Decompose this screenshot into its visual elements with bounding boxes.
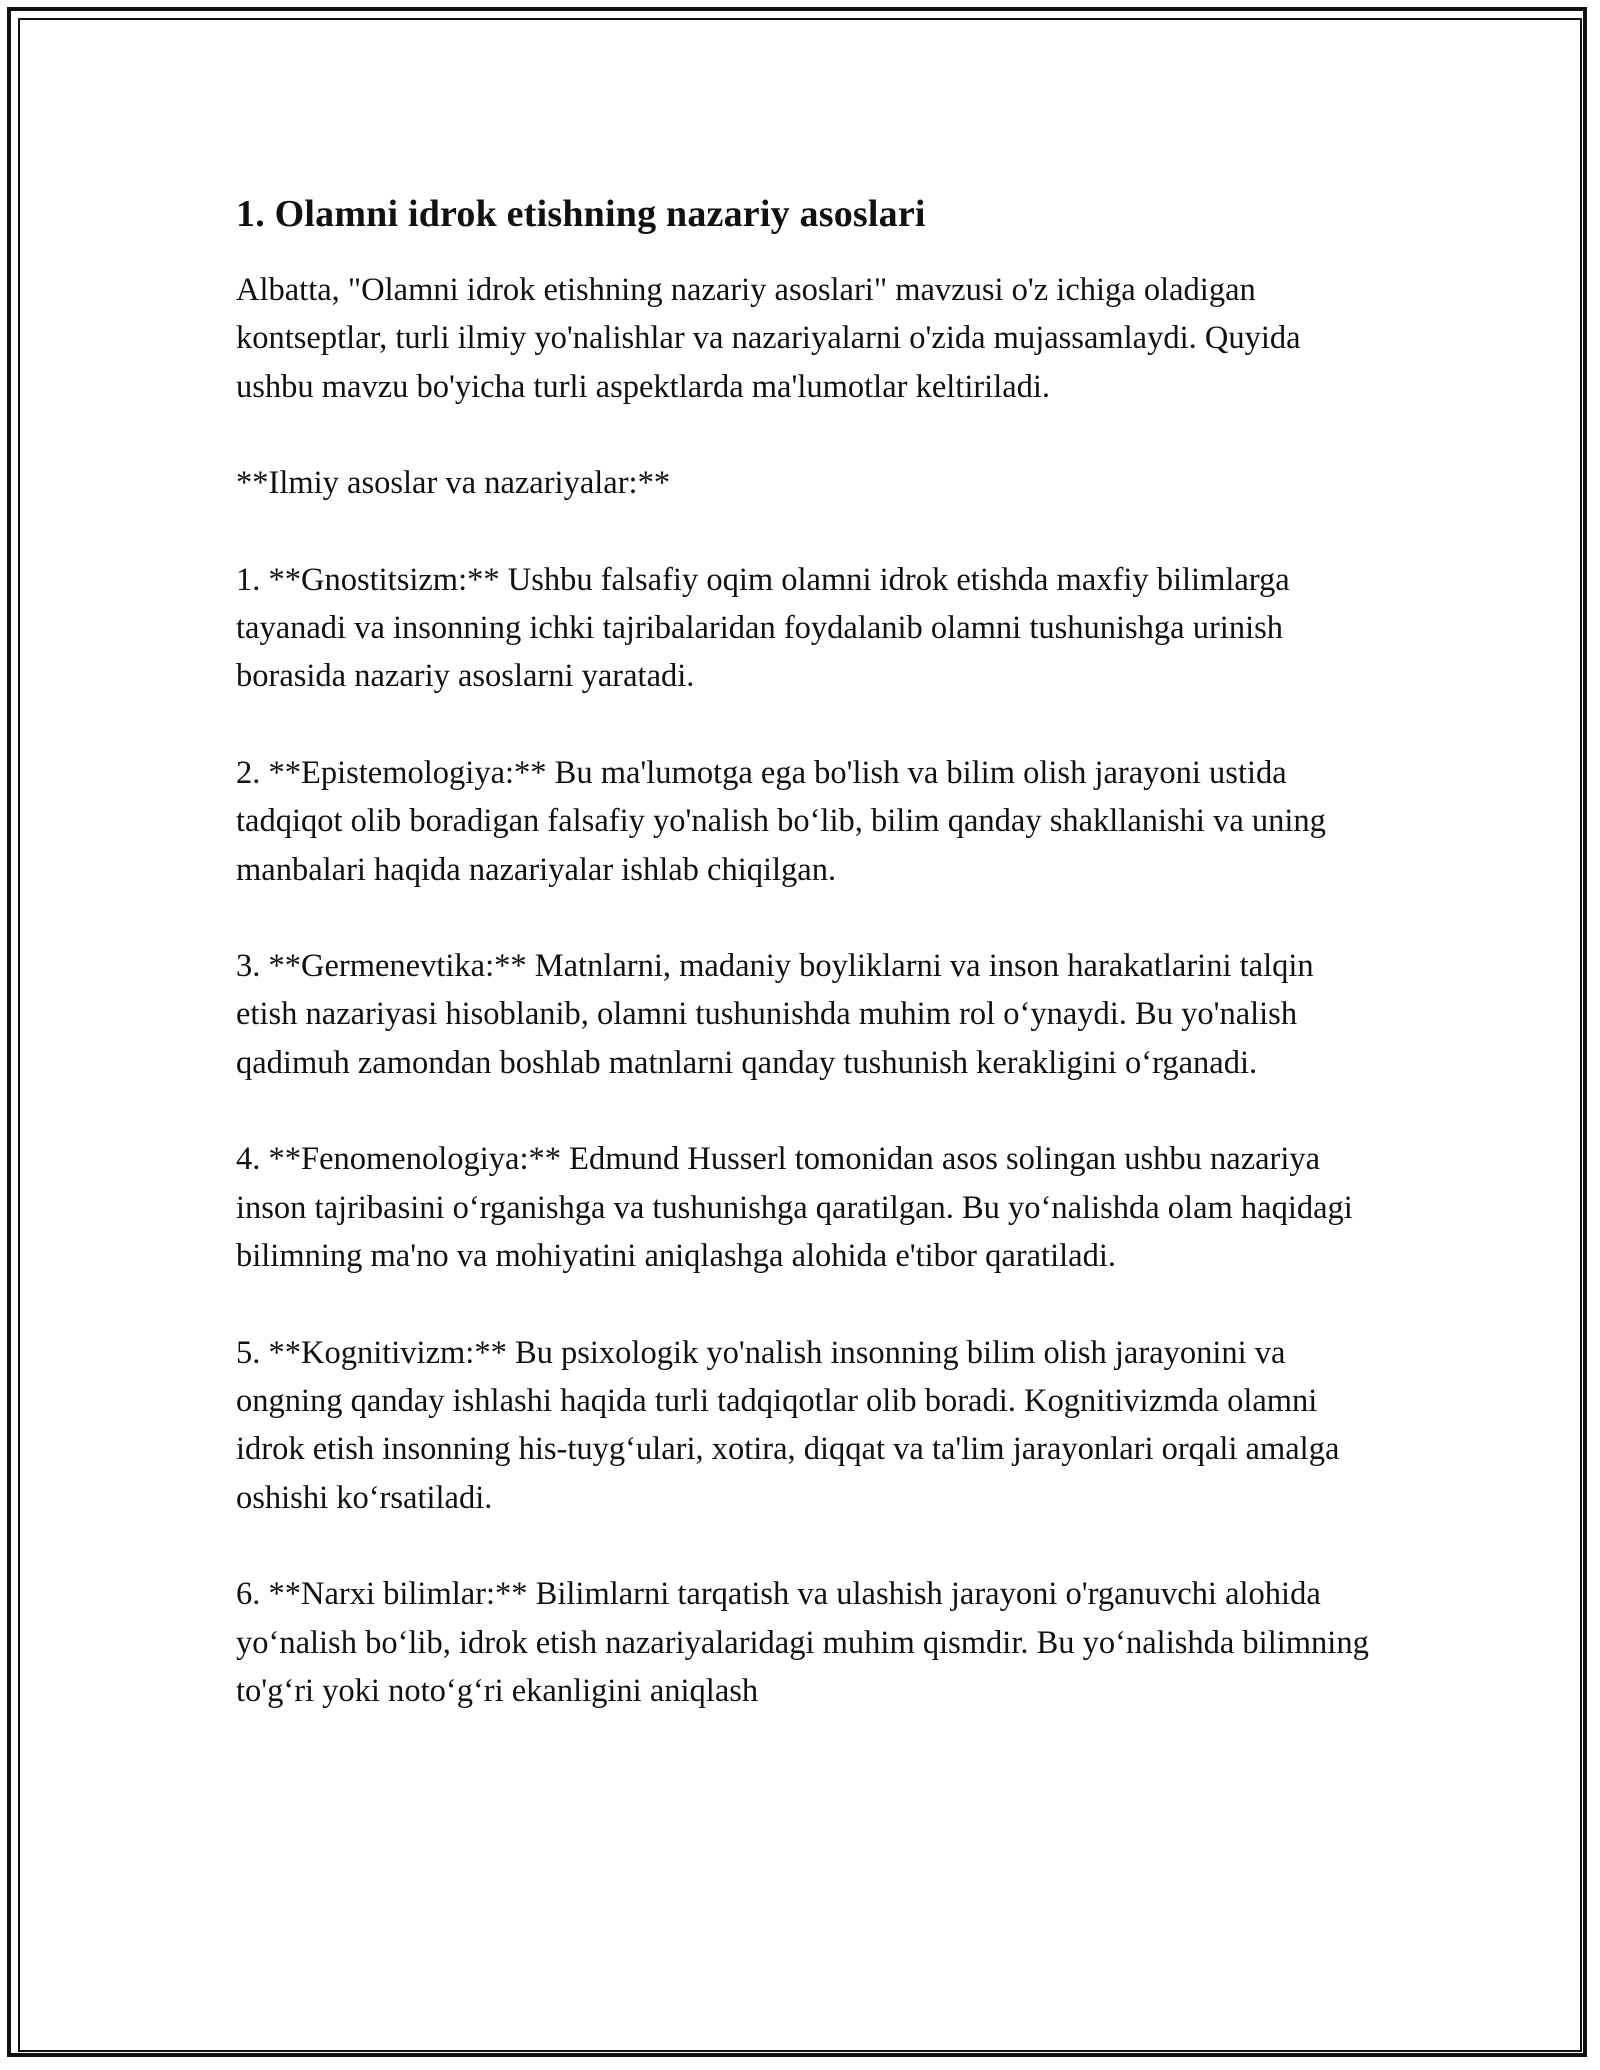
document-title: 1. Olamni idrok etishning nazariy asoslari [236,193,926,235]
intro-paragraph: Albatta, "Olamni idrok etishning nazariy asoslari" mavzusi o'z ichiga oladigan kontseptlar, turli ilmiy yo'nalishlar va nazariyalarni o'zida mujassamlaydi. Quyida ushbu mavzu bo'yicha turli aspektlarda ma'lumotlar keltiriladi. [236,272,1301,405]
list-item-fenomenologiya: 4. **Fenomenologiya:** Edmund Husserl tomonidan asos solingan ushbu nazariya inson tajribasini o‘rganishga va tushunishga qaratilgan. Bu yo‘nalishda olam haqidagi bilimning ma'no va mohiyatini aniqlashga alohida e'tibor qaratiladi. [236,1141,1353,1275]
section-heading: **Ilmiy asoslar va nazariyalar:** [236,465,671,502]
list-item-kognitivizm: 5. **Kognitivizm:** Bu psixologik yo'nalish insonning bilim olish jarayonini va ongning qanday ishlashi haqida turli tadqiqotlar olib boradi. Kognitivizmda olamni idrok etish insonning his-tuyg‘ulari, xotira, diqqat va ta'lim jarayonlari orqali amalga oshishi ko‘rsatiladi. [236,1334,1340,1516]
list-item-narxi-bilimlar: 6. **Narxi bilimlar:** Bilimlarni tarqatish va ulashish jarayoni o'rganuvchi alohida yo‘nalish bo‘lib, idrok etish nazariyalaridagi muhim qismdir. Bu yo‘nalishda bilimning to'g‘ri yoki noto‘g‘ri ekanligini aniqlash [236,1576,1369,1709]
list-item-gnostitsizm: 1. **Gnostitsizm:** Ushbu falsafiy oqim olamni idrok etishda maxfiy bilimlarga tayanadi va insonning ichki tajribalaridan foydalanib olamni tushunishga urinish borasida nazariy asoslarni yaratadi. [236,561,1290,695]
document-body [236,188,1376,1763]
list-item-germenevtika: 3. **Germenevtika:** Matnlarni, madaniy boyliklarni va inson harakatlarini talqin etish nazariyasi hisoblanib, olamni tushunishda muhim rol o‘ynaydi. Bu yo'nalish qadimuh zamondan boshlab matnlarni qanday tushunish kerakligini o‘rganadi. [236,948,1314,1081]
list-item-epistemologiya: 2. **Epistemologiya:** Bu ma'lumotga ega bo'lish va bilim olish jarayoni ustida tadqiqot olib boradigan falsafiy yo'nalish bo‘lib, bilim qanday shakllanishi va uning manbalari haqida nazariyalar ishlab chiqilgan. [236,754,1326,888]
